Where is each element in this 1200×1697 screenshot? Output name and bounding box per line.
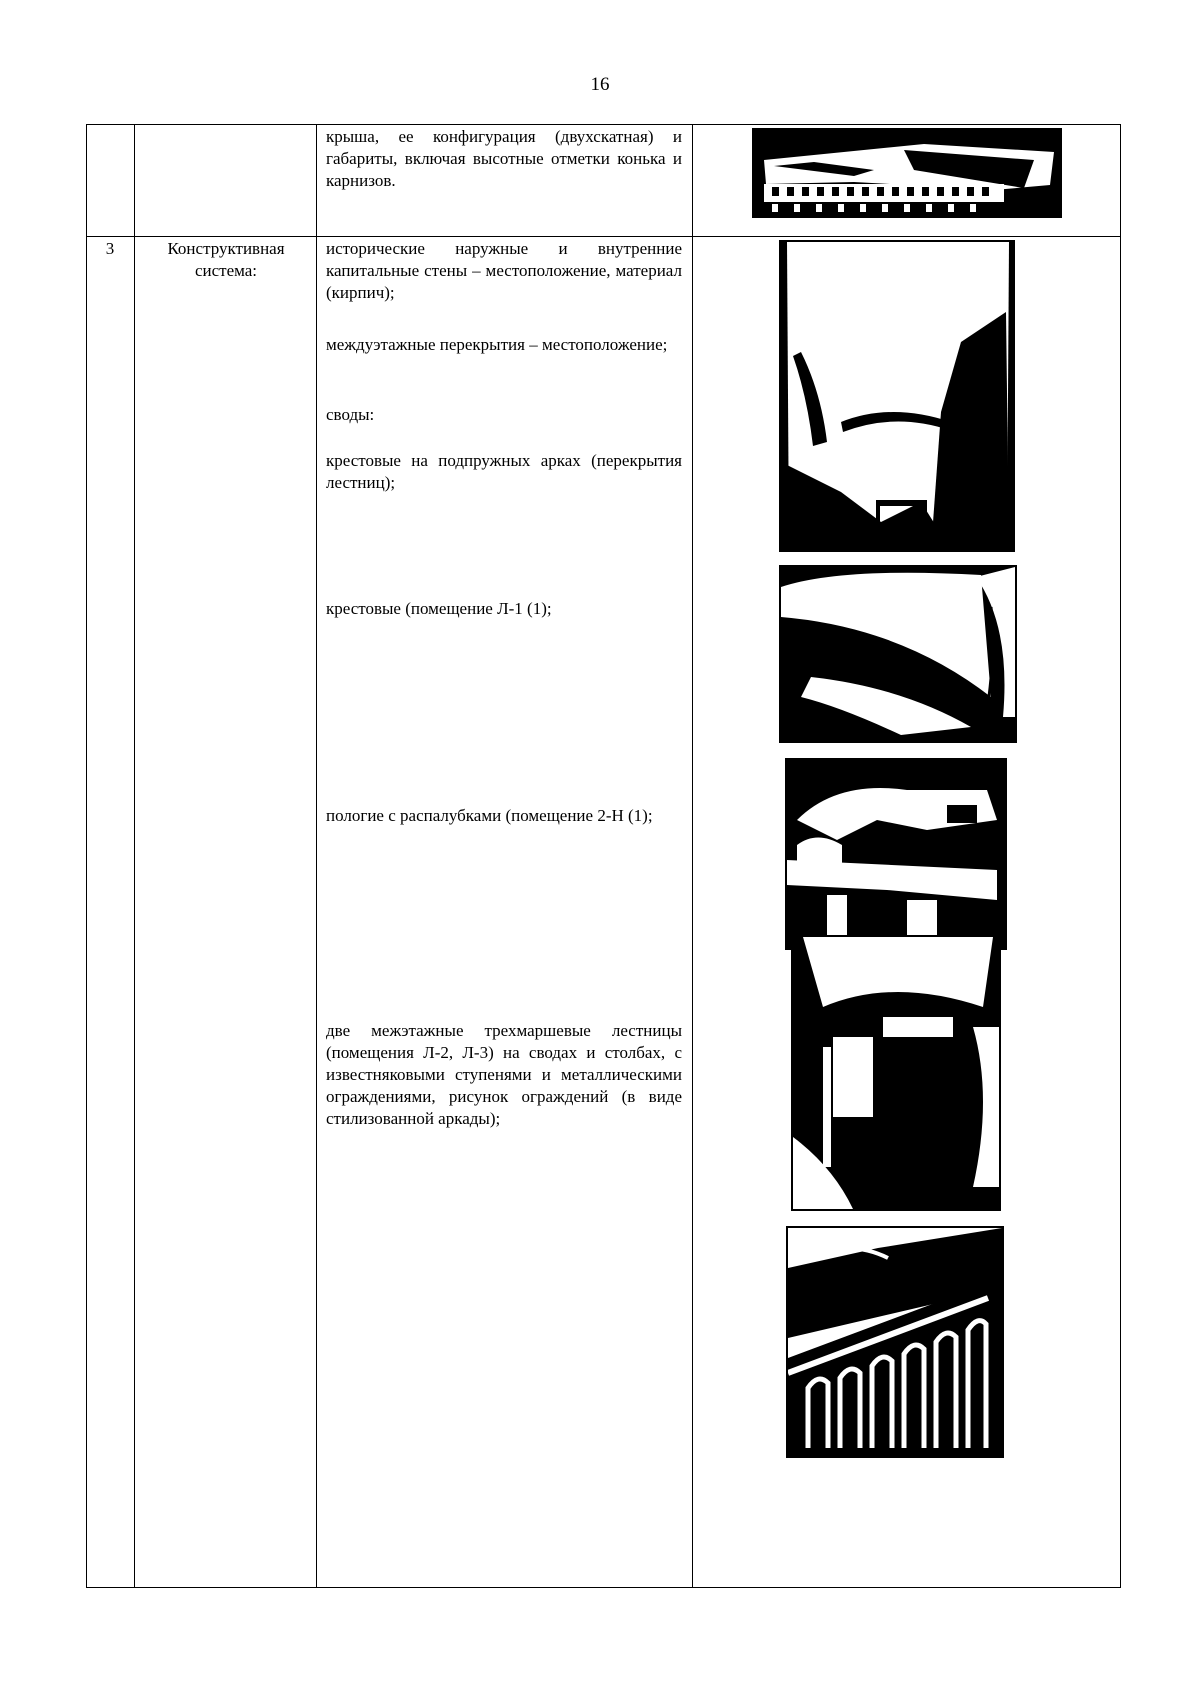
monument-subject-table — [86, 124, 1121, 1588]
three-flight-stair-photo-image — [793, 937, 999, 1209]
table-border-right — [1120, 124, 1121, 1588]
row-number: 3 — [105, 239, 115, 258]
stair-vault-photo-image — [781, 242, 1013, 550]
table-border-bottom — [86, 1587, 1121, 1588]
page-number: 16 — [590, 74, 610, 95]
gentle-vaults-item: пологие с распалубками (помещение 2-Н (1); — [326, 806, 653, 825]
cross-room-item: крестовые (помещение Л-1 (1); — [326, 599, 552, 618]
stair-railing-photo-image — [788, 1228, 1002, 1456]
roof-photo — [752, 128, 1062, 218]
table-border-left — [86, 124, 87, 1588]
column-divider-3 — [692, 124, 693, 1588]
walls-item: исторические наружные и внутренние капитальные стены – местоположение, материал (кирпич); — [326, 239, 682, 302]
stair-railing-photo — [786, 1226, 1004, 1458]
table-border-top — [86, 124, 1121, 125]
three-flight-stair-photo — [791, 935, 1001, 1211]
stair-vault-photo — [779, 240, 1015, 552]
roof-photo-image — [754, 130, 1060, 216]
column-divider-1 — [134, 124, 135, 1588]
gentle-vault-room-photo-image — [787, 760, 1005, 948]
cross-vault-room-photo-image — [781, 567, 1015, 741]
row-divider — [86, 236, 1121, 237]
stairs-item: две межэтажные трехмаршевые лестницы (помещения Л-2, Л-3) на сводах и столбах, с известняковыми ступенями и металлическими ограждениями, рисунок ограждений (в виде стилизованной аркады); — [326, 1021, 682, 1128]
roof-description: крыша, ее конфигурация (двухскатная) и габариты, включая высотные отметки конька и карнизов. — [326, 127, 682, 190]
cross-arches-item: крестовые на подпружных арках (перекрытия лестниц); — [326, 451, 682, 492]
vaults-heading: своды: — [326, 405, 375, 424]
gentle-vault-room-photo — [785, 758, 1007, 950]
column-divider-2 — [316, 124, 317, 1588]
floors-item: междуэтажные перекрытия – местоположение; — [326, 335, 668, 354]
cross-vault-room-photo — [779, 565, 1017, 743]
section-title: Конструктивная система: — [167, 239, 285, 280]
